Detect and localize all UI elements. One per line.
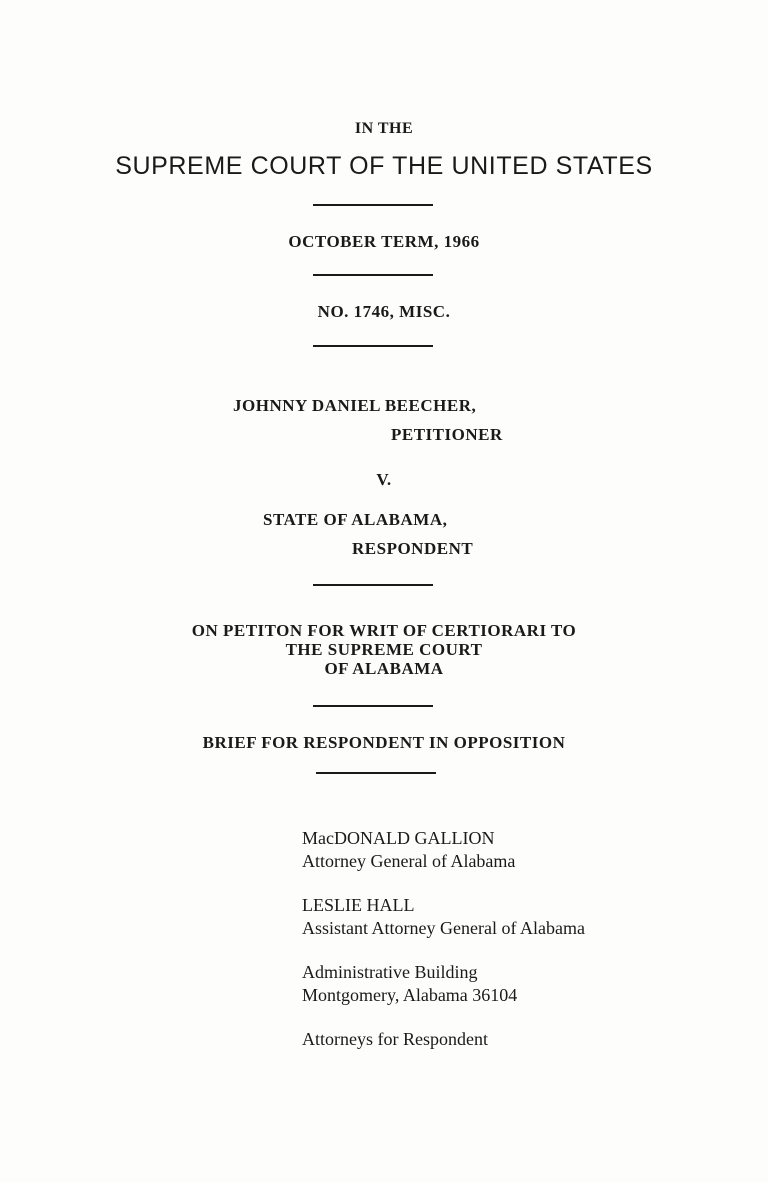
respondent-name: STATE OF ALABAMA,	[263, 510, 448, 529]
attorney-1-name: MacDONALD GALLION	[302, 828, 495, 848]
counsel-role: Attorneys for Respondent	[302, 1029, 488, 1049]
petitioner-role: PETITIONER	[391, 425, 503, 444]
divider-rule	[313, 584, 433, 586]
address-line-1: Administrative Building	[302, 962, 478, 982]
petitioner-name: JOHNNY DANIEL BEECHER,	[233, 396, 477, 415]
address-line-2: Montgomery, Alabama 36104	[302, 985, 518, 1005]
attorney-2-title: Assistant Attorney General of Alabama	[302, 918, 585, 938]
divider-rule	[313, 204, 433, 206]
petition-line-2: THE SUPREME COURT	[285, 640, 483, 659]
term-label: OCTOBER TERM, 1966	[288, 232, 480, 251]
divider-rule	[316, 772, 436, 774]
attorney-1-title: Attorney General of Alabama	[302, 851, 516, 871]
in-the-label: IN THE	[354, 120, 414, 137]
attorney-2-name: LESLIE HALL	[302, 895, 415, 915]
respondent-role: RESPONDENT	[352, 539, 474, 558]
divider-rule	[313, 705, 433, 707]
petition-line-1: ON PETITON FOR WRIT OF CERTIORARI TO	[191, 621, 577, 640]
versus-label: V.	[376, 470, 392, 489]
divider-rule	[313, 345, 433, 347]
court-name: SUPREME COURT OF THE UNITED STATES	[115, 152, 653, 180]
case-number: NO. 1746, MISC.	[317, 302, 451, 321]
petition-line-3: OF ALABAMA	[324, 659, 444, 678]
brief-title: BRIEF FOR RESPONDENT IN OPPOSITION	[202, 733, 566, 752]
divider-rule	[313, 274, 433, 276]
